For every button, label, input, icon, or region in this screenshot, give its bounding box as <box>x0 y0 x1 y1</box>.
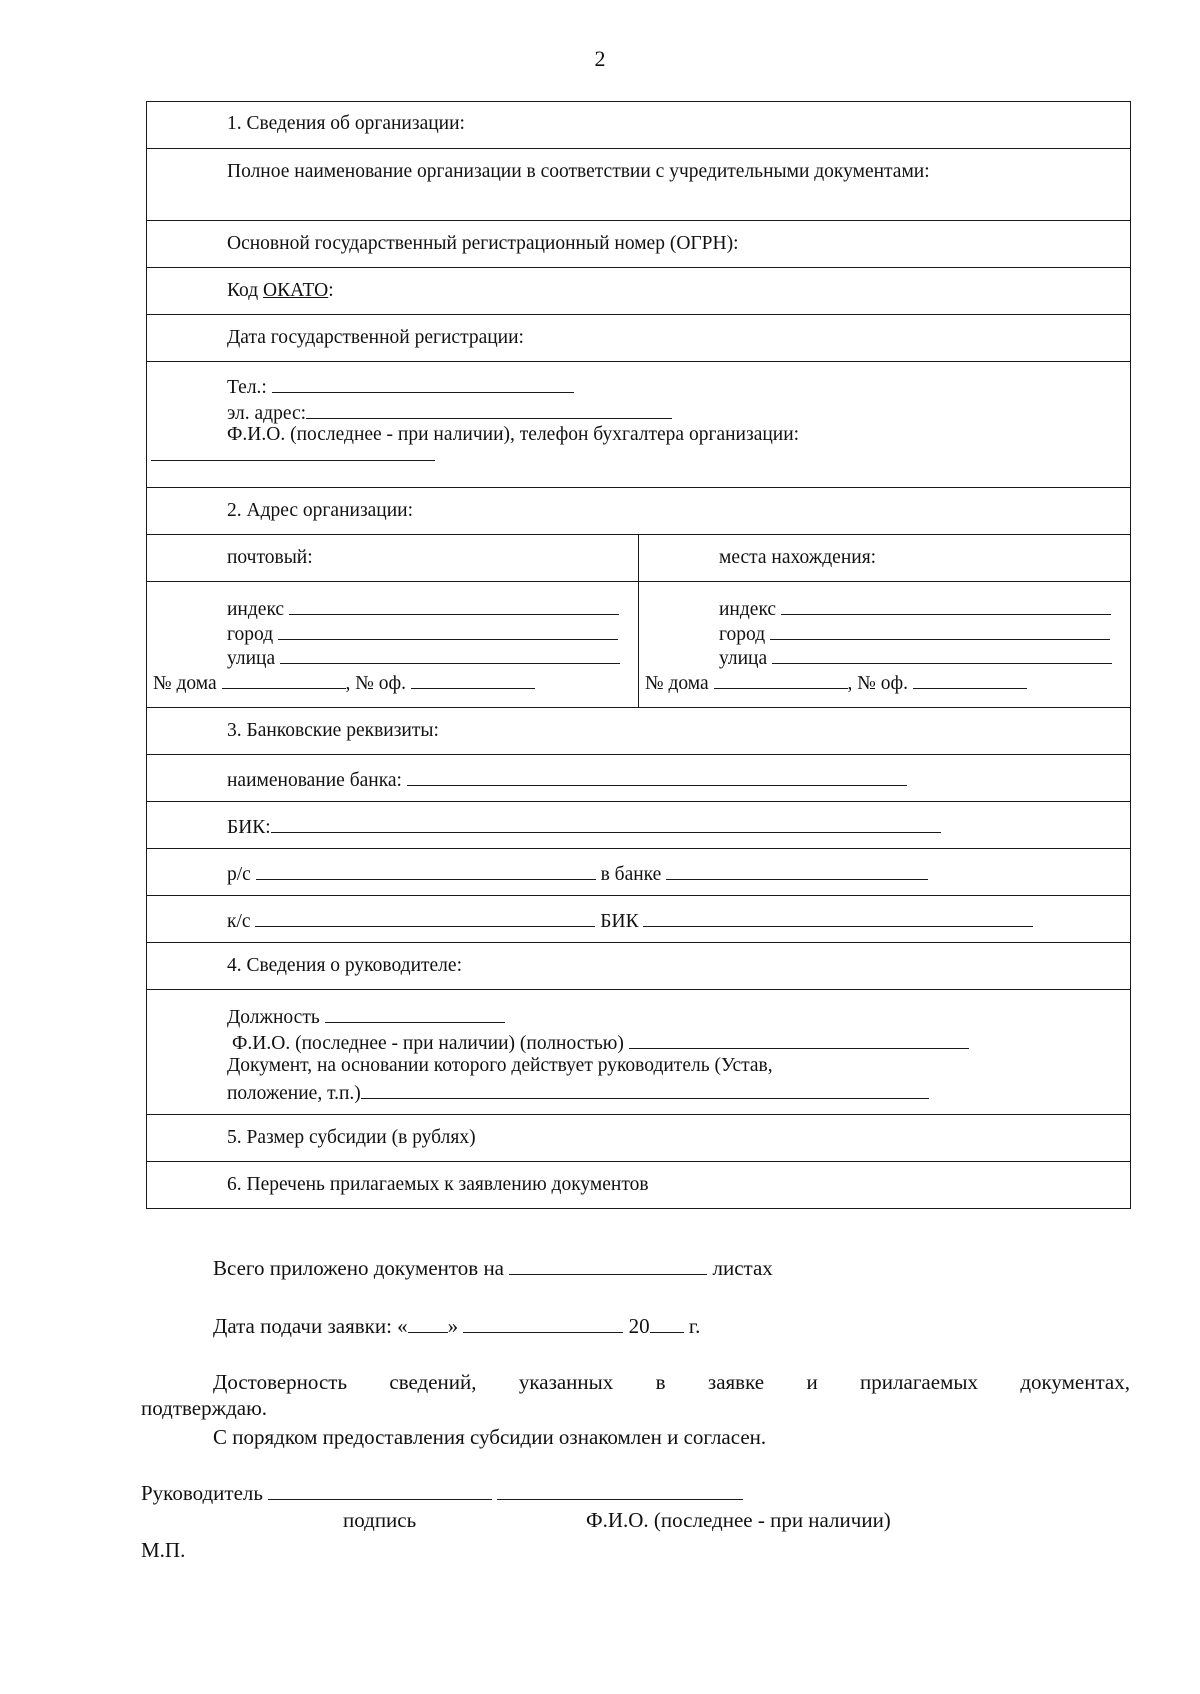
section-3-title: 3. Банковские реквизиты: <box>227 720 439 741</box>
address-fields-row <box>147 582 1131 708</box>
postal-house-label: № дома <box>153 673 217 694</box>
address-type-row <box>147 535 1131 582</box>
fio-blank <box>497 1481 743 1500</box>
section-4-title: 4. Сведения о руководителе: <box>227 955 462 976</box>
full-name-row <box>147 149 1131 221</box>
section-1-row <box>147 102 1131 149</box>
postal-house-blank <box>222 670 346 689</box>
section-5-row <box>147 1115 1131 1162</box>
bank-name-field: наименование банка: <box>227 767 907 792</box>
loc-house-label: № дома <box>645 673 709 694</box>
reg-date-row <box>147 315 1131 362</box>
attached-line: Всего приложено документов на листах <box>213 1256 773 1280</box>
bank-name-row <box>147 755 1131 802</box>
rs-row <box>147 849 1131 896</box>
head-details-row <box>147 990 1131 1115</box>
loc-city-label: город <box>719 624 766 645</box>
position-field: Должность <box>227 1004 505 1029</box>
loc-office-label: , № оф. <box>847 673 909 694</box>
postal-index-blank <box>289 596 619 615</box>
tel-field: Тел.: <box>227 374 574 399</box>
basis-label: Документ, на основании которого действует руководитель (Устав, <box>227 1055 773 1076</box>
reg-date-label: Дата государственной регистрации: <box>227 327 524 348</box>
ks-field: к/с БИК <box>227 908 1033 933</box>
submission-date-line: Дата подачи заявки: « » 20 г. <box>213 1314 701 1338</box>
page-number: 2 <box>594 46 606 71</box>
head-fio-field: Ф.И.О. (последнее - при наличии) (полностью) <box>232 1030 969 1055</box>
attached-blank <box>509 1256 707 1275</box>
loc-index-label: индекс <box>719 599 777 620</box>
loc-office-blank <box>913 670 1027 689</box>
confirm-line-1: Достоверность сведений, указанных в заявке и прилагаемых документах, <box>213 1370 1130 1394</box>
basis-field: положение, т.п.) <box>227 1080 929 1105</box>
head-signature-line: Руководитель <box>141 1481 743 1506</box>
postal-city-label: город <box>227 624 274 645</box>
postal-office-label: , № оф. <box>345 673 407 694</box>
section-2-title: 2. Адрес организации: <box>227 500 414 521</box>
postal-street-blank <box>280 645 620 664</box>
okato-label: Код ОКАТО: <box>227 280 334 301</box>
stamp-label: М.П. <box>141 1538 186 1562</box>
fio-caption: Ф.И.О. (последнее - при наличии) <box>586 1508 891 1532</box>
full-name-label: Полное наименование организации в соответствии с учредительными документами: <box>227 161 930 182</box>
loc-street-label: улица <box>719 648 768 669</box>
section-1-title: 1. Сведения об организации: <box>227 113 465 134</box>
day-blank <box>408 1314 448 1333</box>
ks-row <box>147 896 1131 943</box>
loc-city-blank <box>770 621 1110 640</box>
contacts-row <box>147 362 1131 488</box>
loc-street-blank <box>772 645 1112 664</box>
section-2-row <box>147 488 1131 535</box>
month-blank <box>463 1314 623 1333</box>
ogrn-row <box>147 221 1131 268</box>
postal-label: почтовый: <box>227 547 313 568</box>
bik-row <box>147 802 1131 849</box>
postal-city-blank <box>278 621 618 640</box>
year-blank <box>650 1314 684 1333</box>
accountant-blank <box>151 442 435 467</box>
loc-house-blank <box>714 670 848 689</box>
agree-statement: С порядком предоставления субсидии ознакомлен и согласен. <box>213 1425 767 1449</box>
email-field: эл. адрес: <box>227 400 672 425</box>
postal-office-blank <box>411 670 535 689</box>
signature-blank <box>268 1481 492 1500</box>
loc-index-blank <box>781 596 1111 615</box>
section-6-title: 6. Перечень прилагаемых к заявлению документов <box>227 1174 649 1195</box>
section-3-row <box>147 708 1131 755</box>
okato-link: ОКАТО <box>263 280 329 301</box>
section-6-row <box>147 1162 1131 1209</box>
rs-field: р/с в банке <box>227 861 928 886</box>
location-label: места нахождения: <box>719 547 877 568</box>
application-form-table <box>146 101 1131 1209</box>
ogrn-label: Основной государственный регистрационный номер (ОГРН): <box>227 233 739 254</box>
confirm-line-2: подтверждаю. <box>141 1396 268 1420</box>
section-4-row <box>147 943 1131 990</box>
accountant-label: Ф.И.О. (последнее - при наличии), телефон бухгалтера организации: <box>227 424 800 445</box>
bik-field: БИК: <box>227 814 941 839</box>
postal-street-label: улица <box>227 648 276 669</box>
section-5-title: 5. Размер субсидии (в рублях) <box>227 1127 476 1148</box>
postal-index-label: индекс <box>227 599 285 620</box>
okato-row <box>147 268 1131 315</box>
signature-caption: подпись <box>343 1508 417 1532</box>
